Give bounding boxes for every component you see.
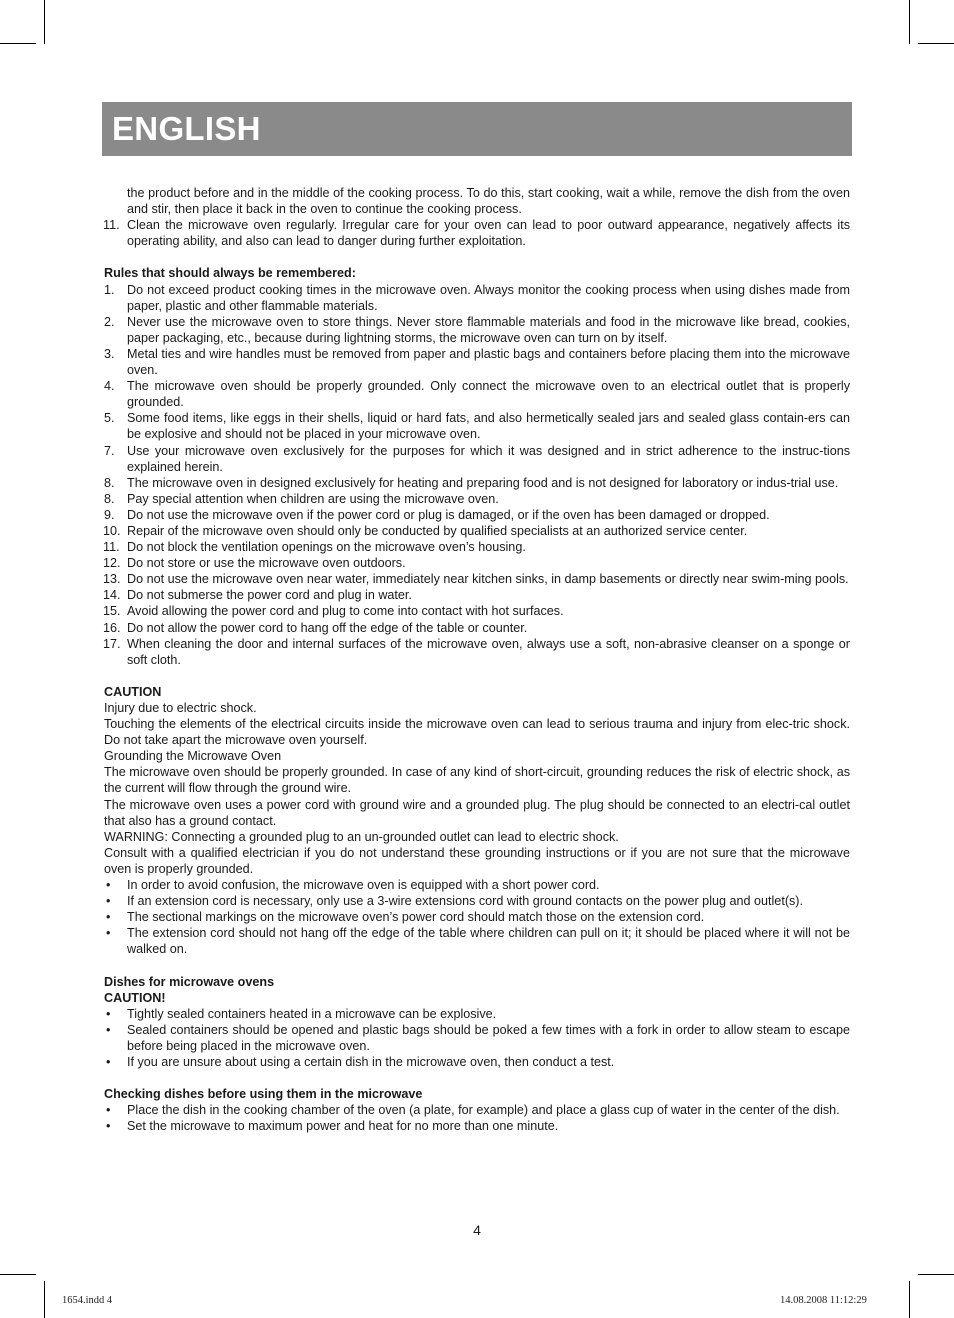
item-text: Pay special attention when children are using the microwave oven.: [127, 491, 499, 506]
list-item: [104, 636, 850, 668]
caution-paragraph: Injury due to electric shock.: [104, 701, 257, 715]
bullet-item: [104, 1006, 850, 1022]
caution-paragraph: Touching the elements of the electrical circuits inside the microwave oven can lead to serious trauma and injury from elec-tric shock. Do not take apart the microwave oven yourself.: [104, 717, 850, 748]
list-item: [104, 507, 850, 523]
bullet-item: [104, 1118, 850, 1134]
item-text: Do not use the microwave oven if the power cord or plug is damaged, or if the oven has been damaged or dropped.: [127, 507, 770, 522]
item-text: When cleaning the door and internal surfaces of the microwave oven, always use a soft, non-abrasive cleanser on a sponge or soft cloth.: [127, 636, 850, 667]
list-item: [104, 620, 850, 636]
item-text: The microwave oven in designed exclusively for heating and preparing food and is not designed for laboratory or indus-trial use.: [127, 475, 839, 490]
item-text: Avoid allowing the power cord and plug to come into contact with hot surfaces.: [127, 604, 564, 619]
bullet-glyph: •: [106, 910, 111, 925]
caution-paragraph: WARNING: Connecting a grounded plug to an un-grounded outlet can lead to electric shock.: [104, 829, 619, 844]
item-number: 11.: [103, 218, 120, 233]
bullet-glyph: •: [106, 1022, 111, 1037]
page-number: 4: [473, 1222, 481, 1238]
item-number: 3.: [104, 346, 115, 361]
list-item: [104, 491, 850, 507]
item-text: Do not submerse the power cord and plug in water.: [127, 588, 412, 603]
bullet-text: The extension cord should not hang off the edge of the table where children can pull on it; it should be placed where it will not be walked on.: [127, 926, 850, 957]
caution-bullets: [104, 877, 850, 957]
bullet-text: Tightly sealed containers heated in a microwave can be explosive.: [127, 1006, 497, 1021]
item-number: 8.: [104, 475, 115, 490]
item-text: Repair of the microwave oven should only be conducted by qualified specialists at an authorized service center.: [127, 523, 748, 538]
crop-mark: [909, 1281, 910, 1318]
list-item: [104, 523, 850, 539]
list-item: [104, 571, 850, 587]
item-number: 17.: [103, 636, 121, 651]
item-number: 11.: [103, 540, 120, 555]
list-item: [104, 314, 850, 346]
item-number: 13.: [103, 572, 121, 587]
footer-file-name: 1654.indd 4: [62, 1295, 113, 1306]
crop-mark: [0, 43, 36, 44]
bullet-glyph: •: [106, 1119, 111, 1134]
dishes-caution-heading: CAUTION!: [104, 990, 166, 1005]
caution-paragraph: The microwave oven uses a power cord with ground wire and a grounded plug. The plug should be connected to an electri-cal outlet that also has a ground contact.: [104, 797, 850, 828]
caution-paragraphs: [104, 700, 850, 877]
bullet-item: [104, 925, 850, 957]
crop-mark: [0, 1274, 36, 1275]
bullet-glyph: •: [106, 894, 111, 909]
bullet-item: [104, 1054, 850, 1070]
item-text: Do not store or use the microwave oven outdoors.: [127, 556, 406, 571]
item-number: 5.: [104, 411, 115, 426]
bullet-glyph: •: [106, 1103, 111, 1118]
item-text: Do not block the ventilation openings on the microwave oven’s housing.: [127, 540, 526, 555]
rules-list: [104, 282, 850, 668]
caution-paragraph: Grounding the Microwave Oven: [104, 749, 282, 764]
bullet-text: The sectional markings on the microwave oven’s power cord should match those on the extension cord.: [127, 910, 705, 925]
checking-heading: Checking dishes before using them in the microwave: [104, 1087, 423, 1102]
list-item: [104, 378, 850, 410]
bullet-glyph: •: [106, 1006, 111, 1021]
crop-mark: [909, 0, 910, 44]
item-number: 4.: [104, 379, 115, 394]
list-item: [104, 410, 850, 442]
crop-mark: [918, 1274, 954, 1275]
crop-mark: [918, 43, 954, 44]
list-item: [104, 443, 850, 475]
item-number: 1.: [104, 282, 115, 297]
bullet-text: In order to avoid confusion, the microwave oven is equipped with a short power cord.: [127, 878, 600, 893]
footer-timestamp: 14.08.2008 11:12:29: [780, 1295, 867, 1306]
bullet-item: [104, 893, 850, 909]
dishes-bullets: [104, 1006, 850, 1070]
caution-paragraph: The microwave oven should be properly grounded. In case of any kind of short-circuit, grounding reduces the risk of electric shock, as the current will flow through the ground wire.: [104, 765, 850, 796]
item-text: Some food items, like eggs in their shells, liquid or hard fats, and also hermetically sealed jars and sealed glass contain-ers can be explosive and should not be placed in your microwave oven.: [127, 411, 850, 442]
bullet-text: If an extension cord is necessary, only use a 3-wire extensions cord with ground contacts on the power plug and outlet(s).: [127, 894, 803, 909]
caution-heading: CAUTION: [104, 684, 162, 699]
item-text: Do not use the microwave oven near water, immediately near kitchen sinks, in damp basements or directly near swim-ming pools.: [127, 572, 849, 587]
item-number: 2.: [104, 314, 115, 329]
bullet-item: [104, 1022, 850, 1054]
item-text: Do not allow the power cord to hang off the edge of the table or counter.: [127, 620, 528, 635]
bullet-text: If you are unsure about using a certain dish in the microwave oven, then conduct a test.: [127, 1055, 615, 1070]
list-item: [104, 217, 850, 249]
bullet-glyph: •: [106, 878, 111, 893]
bullet-item: [104, 1102, 850, 1118]
item-text: Do not exceed product cooking times in the microwave oven. Always monitor the cooking process when using dishes made from paper, plastic and other flammable materials.: [127, 282, 850, 313]
continuation-paragraph: the product before and in the middle of the cooking process. To do this, start cooking, wait a while, remove the dish from the oven and stir, then place it back in the oven to continue the cooking process.: [127, 186, 850, 217]
item-number: 12.: [103, 556, 121, 571]
list-item: [104, 587, 850, 603]
list-item: [104, 282, 850, 314]
bullet-item: [104, 909, 850, 925]
bullet-text: Place the dish in the cooking chamber of the oven (a plate, for example) and place a glass cup of water in the center of the dish.: [127, 1103, 840, 1118]
bullet-glyph: •: [106, 1055, 111, 1070]
item-number: 8.: [104, 491, 115, 506]
item-text: The microwave oven should be properly grounded. Only connect the microwave oven to an electrical outlet that is properly grounded.: [127, 379, 850, 410]
list-item: [104, 555, 850, 571]
bullet-item: [104, 877, 850, 893]
item-number: 16.: [103, 620, 121, 635]
list-item: [104, 475, 850, 491]
bullet-glyph: •: [106, 926, 111, 941]
item-text: Clean the microwave oven regularly. Irregular care for your oven can lead to poor outward appearance, negatively affects its operating ability, and also can lead to danger during further exploitation.: [127, 218, 850, 249]
list-item: [104, 603, 850, 619]
bullet-text: Sealed containers should be opened and plastic bags should be poked a few times with a fork in order to allow steam to escape before being placed in the microwave oven.: [127, 1022, 850, 1053]
item-number: 15.: [103, 604, 121, 619]
document-body: [104, 185, 850, 1135]
crop-mark: [44, 0, 45, 44]
rules-heading: Rules that should always be remembered:: [104, 266, 356, 281]
dishes-heading: Dishes for microwave ovens: [104, 974, 275, 989]
list-item: [104, 539, 850, 555]
caution-paragraph: Consult with a qualified electrician if you do not understand these grounding instructions or if you are not sure that the microwave oven is properly grounded.: [104, 845, 850, 876]
page-title: ENGLISH: [112, 110, 261, 147]
item-text: Never use the microwave oven to store things. Never store flammable materials and food in the microwave like bread, cookies, paper packaging, etc., because during lightning storms, the microwave oven can turn on by itself.: [127, 314, 850, 345]
list-item: [104, 346, 850, 378]
item-number: 10.: [103, 523, 121, 538]
item-text: Metal ties and wire handles must be removed from paper and plastic bags and containers before placing them into the microwave oven.: [127, 346, 850, 378]
item-text: Use your microwave oven exclusively for the purposes for which it was designed and in strict adherence to the instruc-tions explained herein.: [127, 443, 850, 474]
checking-bullets: [104, 1102, 850, 1134]
item-number: 7.: [104, 443, 115, 458]
item-number: 14.: [103, 588, 121, 603]
item-number: 9.: [104, 507, 115, 522]
bullet-text: Set the microwave to maximum power and heat for no more than one minute.: [127, 1119, 559, 1134]
crop-mark: [44, 1281, 45, 1318]
